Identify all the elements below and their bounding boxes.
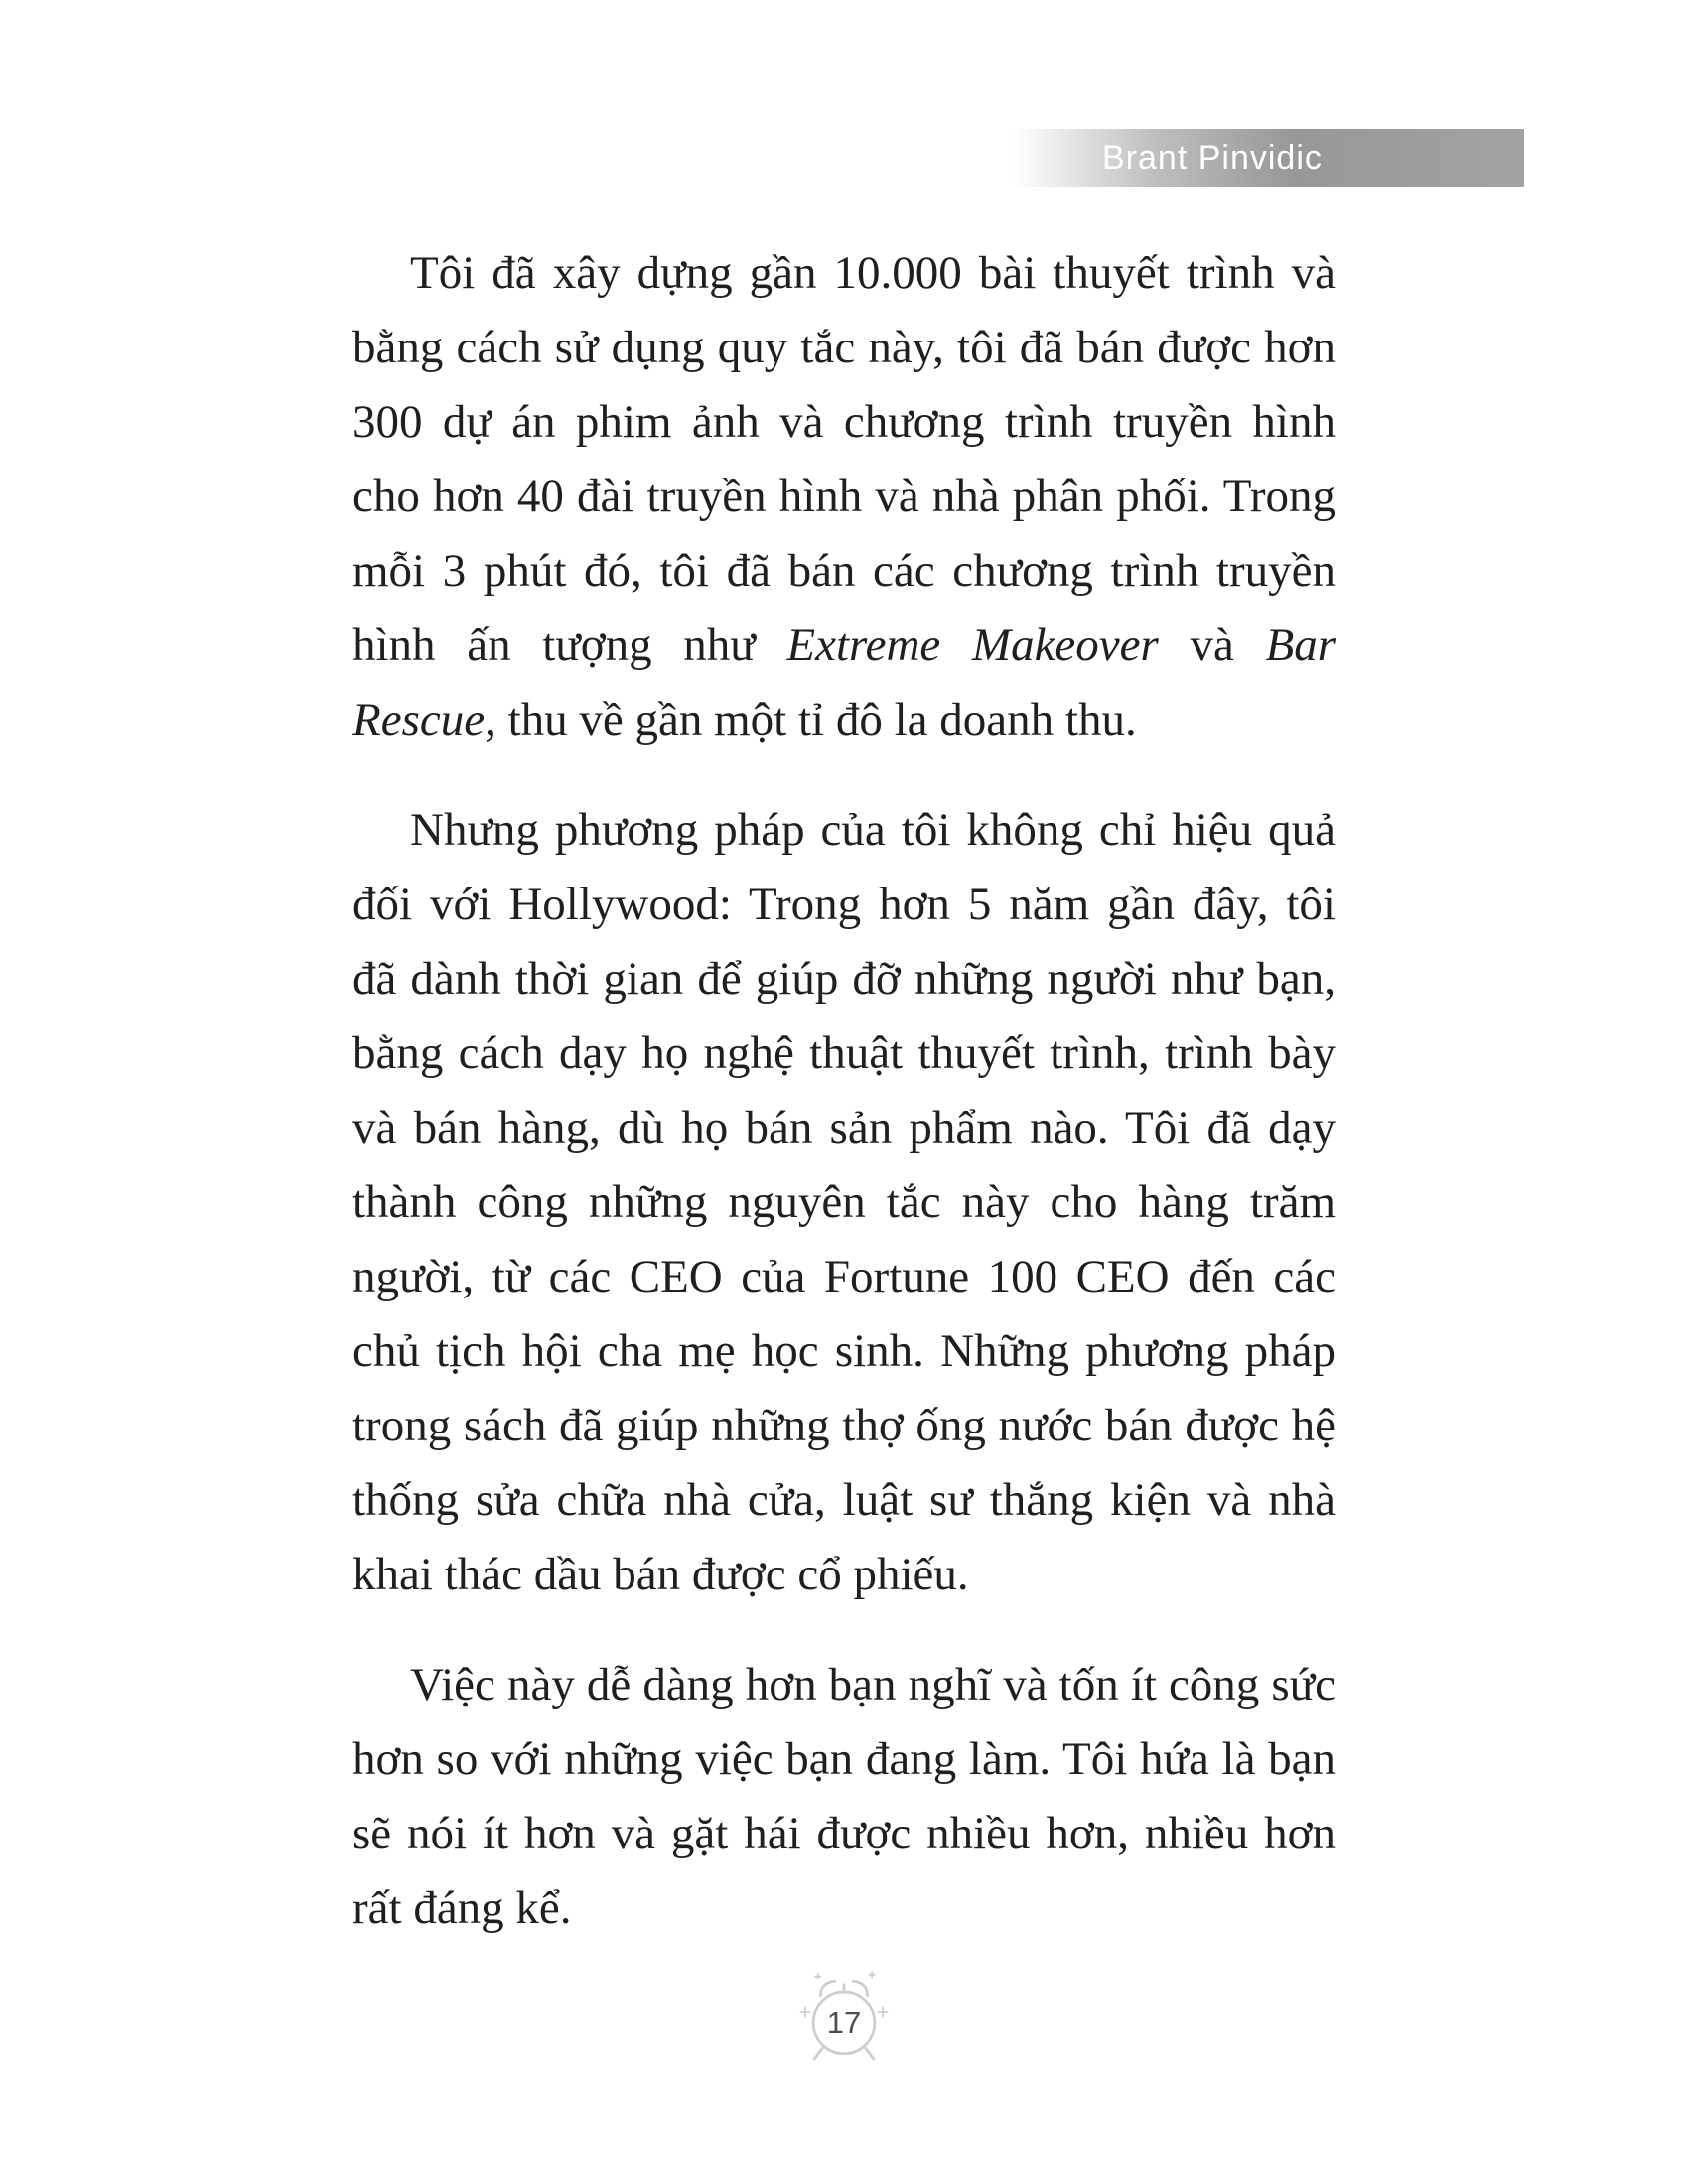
paragraph-1-text-a: Tôi đã xây dựng gần 10.000 bài thuyết trình và bằng cách sử dụng quy tắc này, tôi đã bán được hơn 300 dự án phim ảnh và chương trình truyền hình cho hơn 40 đài truyền hình và nhà phân phối. Trong mỗi 3 phút đó, tôi đã bán các chương trình truyền hình ấn tượng như — [352, 247, 1336, 671]
paragraph-2: Nhưng phương pháp của tôi không chỉ hiệu quả đối với Hollywood: Trong hơn 5 năm gần đây, tôi đã dành thời gian để giúp đỡ những người như bạn, bằng cách dạy họ nghệ thuật thuyết trình, trình bày và bán hàng, dù họ bán sản phẩm nào. Tôi đã dạy thành công những nguyên tắc này cho hàng trăm người, từ các CEO của Fortune 100 CEO đến các chủ tịch hội cha mẹ học sinh. Những phương pháp trong sách đã giúp những thợ ống nước bán được hệ thống sửa chữa nhà cửa, luật sư thắng kiện và nhà khai thác dầu bán được cổ phiếu. — [352, 804, 1336, 1600]
page-number: 17 — [826, 2005, 862, 2040]
paragraph-1-text-b: và — [1158, 619, 1266, 671]
paragraph-1 — [352, 236, 1336, 757]
running-header-author: Brant Pinvidic — [1102, 138, 1323, 177]
paragraph-1-text-c: , thu về gần một tỉ đô la doanh thu. — [485, 694, 1137, 746]
running-header-bar — [1013, 129, 1524, 187]
show-title-extreme-makeover: Extreme Makeover — [786, 619, 1159, 671]
paragraph-3: Việc này dễ dàng hơn bạn nghĩ và tốn ít công sức hơn so với những việc bạn đang làm. Tôi hứa là bạn sẽ nói ít hơn và gặt hái được nhiều hơn, nhiều hơn rất đáng kể. — [352, 1659, 1336, 1934]
clock-ornament-icon — [789, 1964, 899, 2081]
body-text-block — [352, 236, 1336, 1981]
page-footer — [0, 1964, 1688, 2081]
show-title-bar-rescue: Bar Rescue — [352, 619, 1336, 746]
